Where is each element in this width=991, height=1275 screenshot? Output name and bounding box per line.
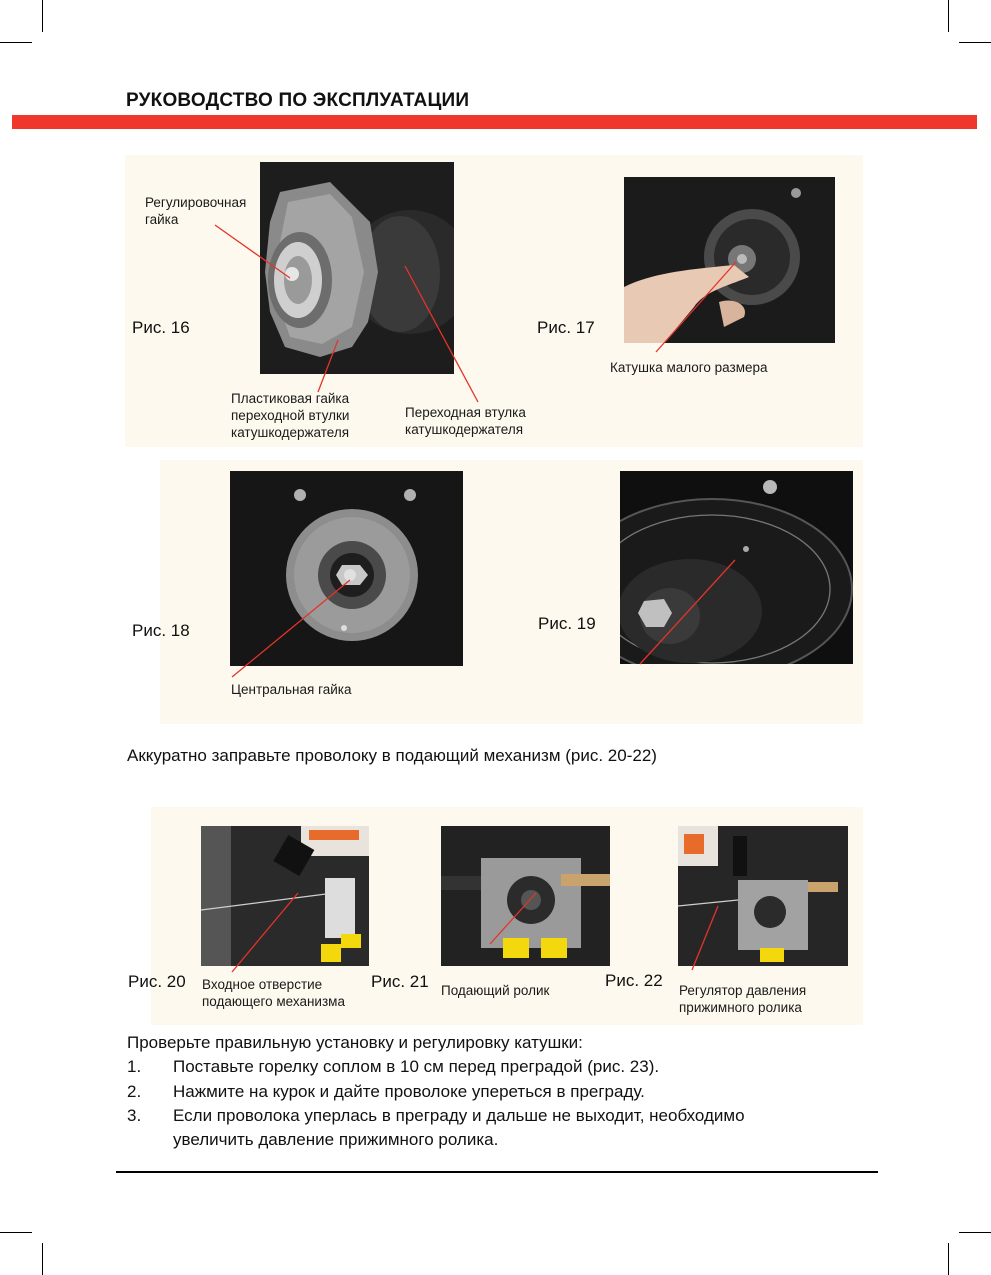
step-text: Если проволока уперлась в преграду и дальше не выходит, необходимо [173,1106,745,1125]
check-section [127,1031,887,1161]
callout-adjusting-nut: Регулировочная гайка [145,195,247,227]
fig18-label: Рис. 18 [132,621,190,640]
callout-feed-roller: Подающий ролик [441,983,550,998]
fig20-label: Рис. 20 [128,972,186,991]
callout-small-spool: Катушка малого размера [610,360,768,375]
callout-center-nut: Центральная гайка [231,682,352,697]
check-intro: Проверьте правильную установку и регулировку катушки: [127,1033,583,1052]
footer-rule [116,1171,878,1173]
step-number: 3. [127,1106,142,1125]
step-text: Поставьте горелку соплом в 10 см перед преградой (рис. 23). [173,1057,660,1076]
callout-pressure-regulator: Регулятор давления прижимного ролика [679,983,807,1015]
fig21-label: Рис. 21 [371,972,429,991]
callout-wire-inlet: Входное отверстие подающего механизма [202,977,345,1009]
step-text: Нажмите на курок и дайте проволоке упереться в преграду. [173,1082,645,1101]
step-text-continued: увеличить давление прижимного ролика. [173,1130,499,1149]
page-title: РУКОВОДСТВО ПО ЭКСПЛУАТАЦИИ [126,90,470,111]
instruction-text: Аккуратно заправьте проволоку в подающий механизм (рис. 20-22) [127,746,657,765]
fig17-label: Рис. 17 [537,318,595,337]
step-number: 1. [127,1057,142,1076]
fig22-label: Рис. 22 [605,971,663,990]
fig16-label: Рис. 16 [132,318,190,337]
callout-adapter-sleeve: Переходная втулка катушкодержателя [405,405,526,437]
callout-plastic-nut: Пластиковая гайка переходной втулки катушкодержателя [231,391,350,440]
step-number: 2. [127,1082,142,1101]
fig19-label: Рис. 19 [538,614,596,633]
